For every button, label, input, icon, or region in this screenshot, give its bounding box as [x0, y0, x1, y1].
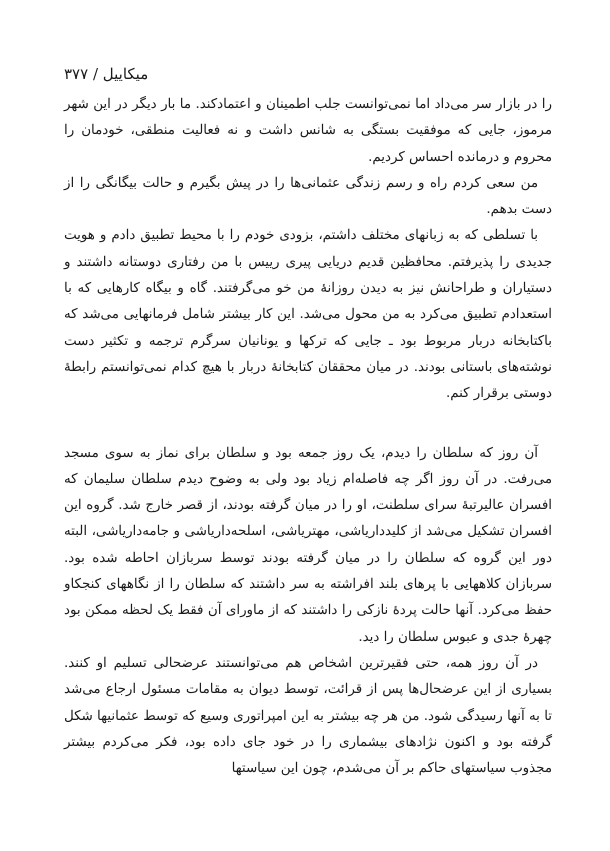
section-gap [64, 408, 552, 441]
running-head: میکاییل / ۳۷۷ [64, 65, 149, 83]
paragraph: در آن روز همه، حتی فقیرترین اشخاص هم می‌توانستند عرضحالی تسلیم او کنند. بسیاری از این عرضحال‌ها پس از قرائت، توسط دیوان به مقامات مسئول ارجاع می‌شد تا به آنها رسیدگی شود. من هر چه بیشتر به این امپراتوری وسیع که توسط عثمانیها شکل گرفته بود و اکنون نژادهای بیشماری را در خود جای داده بود، فکر می‌کردم بیشتر مجذوب سیاستهای حاکم بر آن می‌شدم، چون این سیاستها [64, 655, 552, 777]
paragraph: با تسلطی که به زبانهای مختلف داشتم، بزودی خودم را با محیط تطبیق دادم و هویت جدیدی را پذیرفتم. محافظین قدیم دریایی پیری رییس با من رفتاری دوستانه داشتند و دستیاران و طراحانش نیز به دیدن روزانهٔ من خو می‌گرفتند. گاه و بیگاه کارهایی که با استعدادم تطبیق می‌کرد به من محول می‌شد. این کار بیشتر شامل فرمانهایی می‌شد که باکتابخانه دربار مربوط بود ـ جایی که ترکها و یونانیان سرگرم ترجمه و تکثیر دست نوشته‌های باستانی بودند. در میان محققان کتابخانهٔ دربار با هیچ کدام نمی‌توانستم رابطهٔ دوستی برقرار کنم. [64, 228, 552, 402]
paragraph: را در بازار سر می‌داد اما نمی‌توانست جلب اطمینان و اعتمادکند. ما بار دیگر در این شهر مرموز، جایی که موفقیت بستگی به شانس داشت و نه فعالیت منطقی، خودمان را محروم و درمانده احساس کردیم. [64, 97, 552, 165]
body-text [64, 92, 552, 782]
paragraph: من سعی کردم راه و رسم زندگی عثمانی‌ها را در پیش بگیرم و حالت بیگانگی را از دست بدهم. [64, 175, 552, 218]
paragraph: آن روز که سلطان را دیدم، یک روز جمعه بود و سلطان برای نماز به سوی مسجد می‌رفت. در آن روز اگر چه فاصله‌ام زیاد بود ولی به وضوح دیدم سلطان سلیمان که افسران عالیرتبهٔ سرای سلطنت، او را در میان گرفته بودند، از قصر خارج شد. گروه این افسران تشکیل می‌شد از کلیدداریاشی، مهتریاشی، اسلحه‌داریاشی و جامه‌داریاشی، البته دور این گروه که سلطان را در میان گرفته بودند توسط سربازان احاطه شده بود. سربازان کلاههایی با پرهای بلند افراشته به سر داشتند که سلطان را از نگاههای کنجکاو حفظ می‌کرد. آنها حالت پردهٔ نازکی را داشتند که از ماورای آن فقط یک لحظه ممکن بود چهرهٔ جدی و عبوس سلطان را دید. [64, 445, 552, 645]
